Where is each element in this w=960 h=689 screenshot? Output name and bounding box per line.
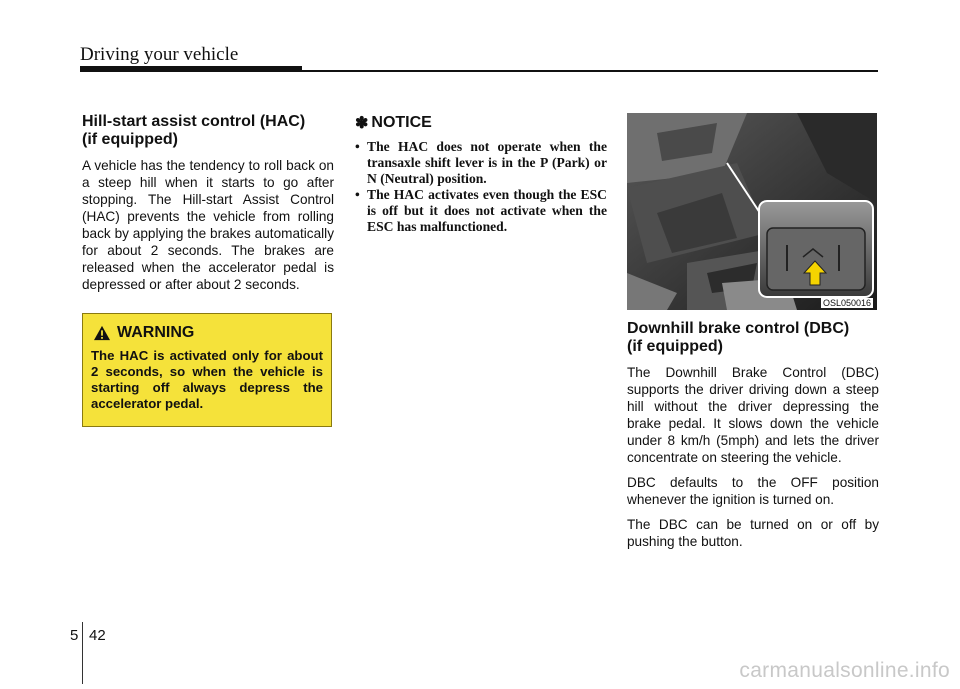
warning-body: The HAC is activated only for about 2 seconds, so when the vehicle is starting off always depress the accelerator pedal. <box>91 348 323 411</box>
notice-list <box>355 139 607 235</box>
notice-star-icon: ✽ <box>355 115 369 132</box>
hac-body: A vehicle has the tendency to roll back on a steep hill when it starts to go after stopping. The Hill-start Assist Control (HAC) prevents the vehicle from rolling back by applying the brakes automatically for about 2 seconds. The brakes are released when the accelerator pedal is depressed or after about 2 seconds. <box>82 158 334 292</box>
dbc-section <box>627 113 879 558</box>
section-title: Driving your vehicle <box>80 44 239 65</box>
notice-item: • The HAC does not operate when the transaxle shift lever is in the P (Park) or N (Neutral) position. <box>355 139 607 187</box>
dbc-heading-line2: (if equipped) <box>627 338 723 355</box>
hac-heading-line2: (if equipped) <box>82 131 178 148</box>
dbc-paragraph: DBC defaults to the OFF position whenever the ignition is turned on. <box>627 475 879 507</box>
dbc-button-photo <box>627 113 877 310</box>
warning-triangle-icon <box>93 325 111 341</box>
footer-rule <box>82 622 83 684</box>
watermark: carmanualsonline.info <box>739 659 950 682</box>
warning-title: WARNING <box>117 324 195 341</box>
dbc-heading <box>627 320 879 356</box>
dbc-paragraph: The Downhill Brake Control (DBC) supports the driver driving down a steep hill without the driver depressing the brake pedal. It slows down the vehicle under 8 km/h (5mph) and lets the driver concentrate on steering the vehicle. <box>627 365 879 465</box>
notice-heading <box>355 113 607 133</box>
chapter-number: 5 <box>70 627 79 644</box>
notice-section <box>355 113 607 235</box>
notice-title: NOTICE <box>371 114 432 131</box>
dbc-heading-line1: Downhill brake control (DBC) <box>627 320 850 337</box>
hac-heading <box>82 113 334 149</box>
warning-box <box>82 313 332 427</box>
page-number: 42 <box>89 627 106 644</box>
dashboard-photo-image <box>627 113 877 310</box>
figure-code: OSL050016 <box>822 298 871 308</box>
header-rule-accent <box>80 66 302 72</box>
hac-heading-line1: Hill-start assist control (HAC) <box>82 113 306 130</box>
hac-section <box>82 113 334 301</box>
notice-item: • The HAC activates even though the ESC is off but it does not activate when the ESC has malfunctioned. <box>355 187 607 235</box>
warning-header <box>91 324 323 342</box>
dbc-paragraph: The DBC can be turned on or off by pushing the button. <box>627 517 879 549</box>
